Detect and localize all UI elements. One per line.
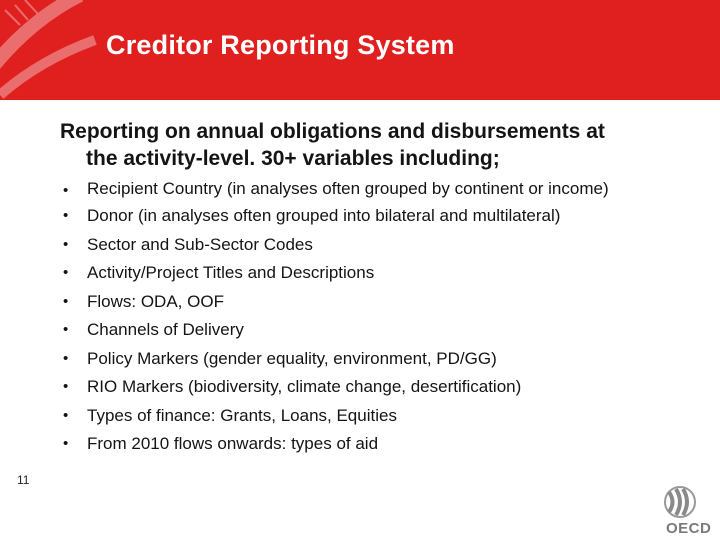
list-item xyxy=(63,231,703,260)
measuring-tape-icon xyxy=(0,0,100,100)
bullet-icon: • xyxy=(63,207,69,224)
list-item xyxy=(63,402,703,431)
bullet-icon: • xyxy=(63,378,69,395)
bullet-icon: • xyxy=(63,435,69,452)
list-item-text: Channels of Delivery xyxy=(87,320,244,339)
bullet-icon: • xyxy=(63,292,69,310)
oecd-logo-text: OECD xyxy=(666,520,712,537)
bullet-icon: • xyxy=(63,182,69,199)
variable-list xyxy=(63,178,703,459)
list-item-text: Types of finance: Grants, Loans, Equities xyxy=(87,405,397,425)
list-item xyxy=(63,288,703,317)
bullet-icon: • xyxy=(63,321,69,338)
list-item-text: RIO Markers (biodiversity, climate change, desertification) xyxy=(87,377,522,396)
bullet-icon: • xyxy=(63,264,69,281)
intro-line-2: the activity-level. 30+ variables including; xyxy=(86,147,500,170)
list-item-text: Donor (in analyses often grouped into bilateral and multilateral) xyxy=(87,206,561,225)
list-item-text: Policy Markers (gender equality, environment, PD/GG) xyxy=(87,348,497,368)
list-item xyxy=(63,259,703,288)
list-item-text: Activity/Project Titles and Descriptions xyxy=(87,263,375,282)
intro-line-1: Reporting on annual obligations and disbursements at xyxy=(60,120,605,143)
slide-title: Creditor Reporting System xyxy=(106,30,455,60)
list-item-text: Sector and Sub-Sector Codes xyxy=(87,234,313,254)
list-item xyxy=(63,202,703,231)
list-item-text: Recipient Country (in analyses often grouped by continent or income) xyxy=(87,179,609,198)
title-banner xyxy=(0,0,720,100)
bullet-icon: • xyxy=(63,235,69,253)
intro-text xyxy=(60,118,700,172)
list-item xyxy=(63,430,703,459)
page-number: 11 xyxy=(17,473,30,487)
bullet-icon: • xyxy=(63,406,69,424)
list-item xyxy=(63,178,703,199)
bullet-icon: • xyxy=(63,349,69,367)
list-item-text: Flows: ODA, OOF xyxy=(87,291,224,311)
list-item xyxy=(63,316,703,345)
list-item xyxy=(63,345,703,374)
list-item-text: From 2010 flows onwards: types of aid xyxy=(87,434,379,453)
list-item xyxy=(63,373,703,402)
